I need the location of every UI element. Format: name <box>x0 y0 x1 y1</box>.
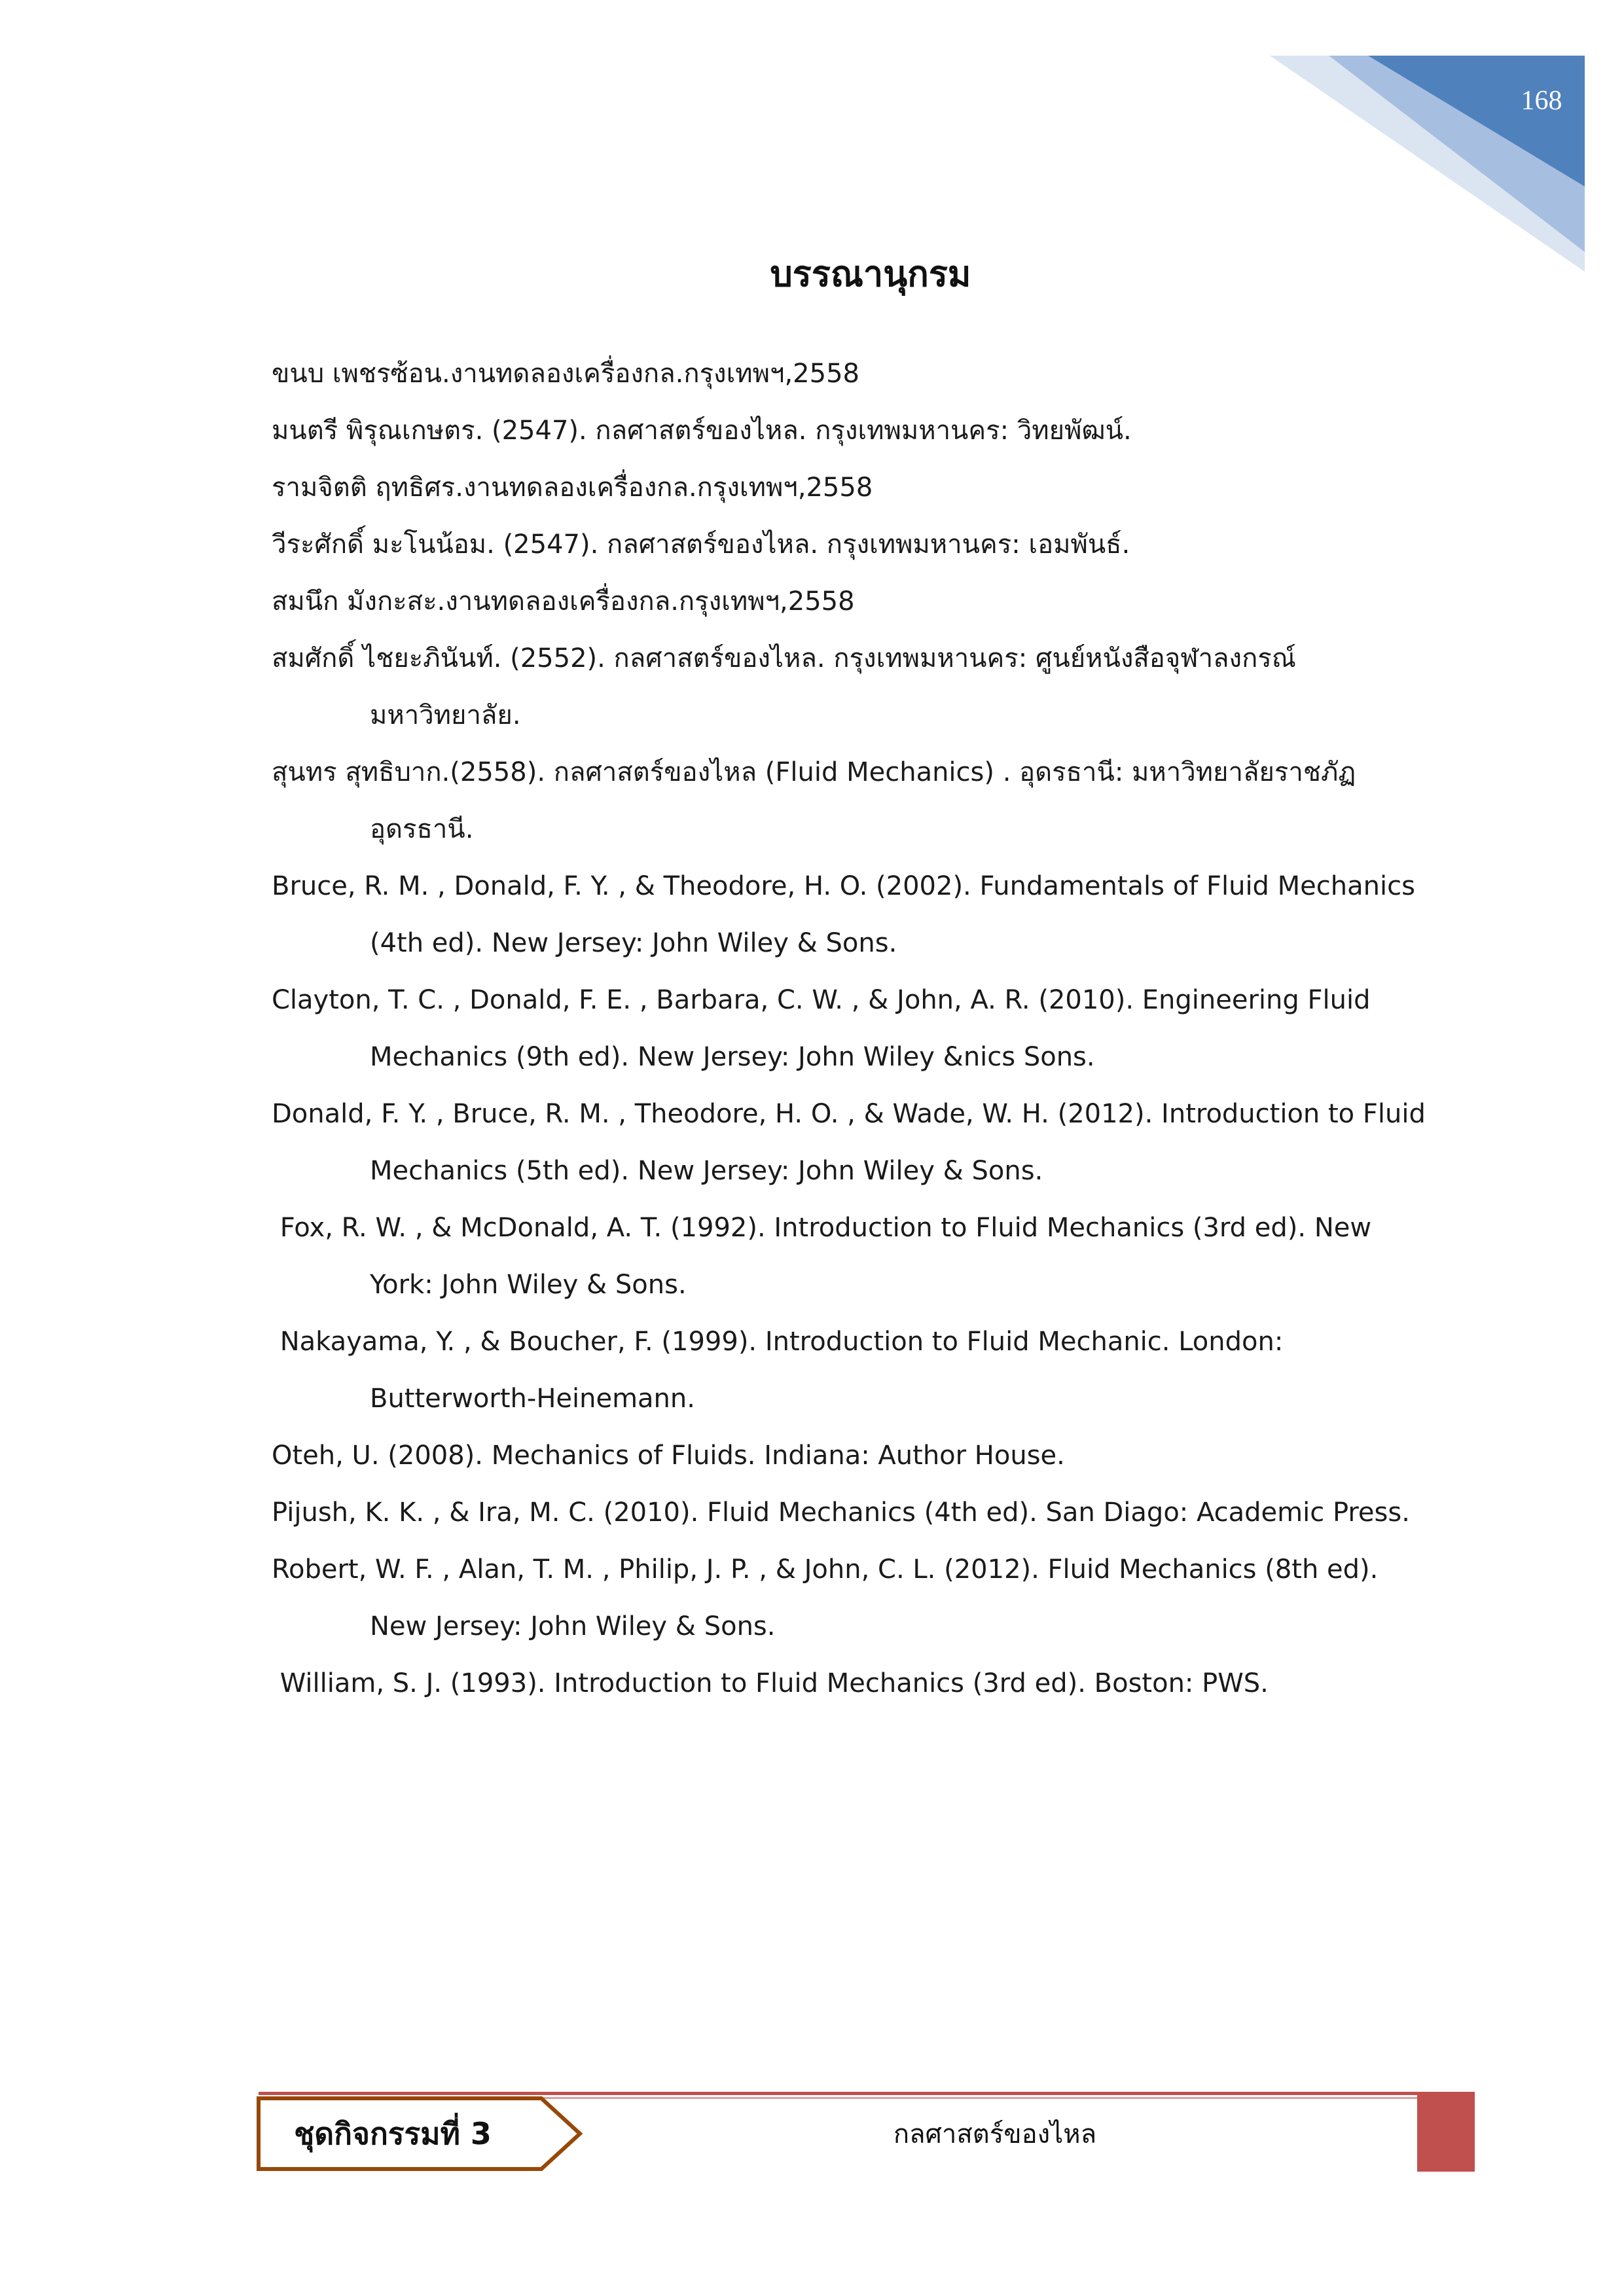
reference-item: มนตรี พิรุณเกษตร. (2547). กลศาสตร์ของไหล. กรุงเทพมหานคร: วิทยพัฒน์. <box>272 416 1132 446</box>
reference-item: William, S. J. (1993). Introduction to Fluid Mechanics (3rd ed). Boston: PWS. <box>272 1668 1269 1698</box>
reference-item: สุนทร สุทธิบาก.(2558). กลศาสตร์ของไหล (Fluid Mechanics) . อุดรธานี: มหาวิทยาลัยราชภัฏอุดรธานี. <box>272 757 1356 844</box>
reference-item: วีระศักดิ์ มะโนน้อม. (2547). กลศาสตร์ของไหล. กรุงเทพมหานคร: เอมพันธ์. <box>272 529 1130 560</box>
reference-item: Clayton, T. C. , Donald, F. E. , Barbara, C. W. , & John, A. R. (2010). Engineering Fluid Mechanics (9th ed). New Jersey: John Wiley &nics Sons. <box>272 985 1379 1072</box>
footer-subject: กลศาสตร์ของไหล <box>893 2119 1097 2149</box>
reference-item: Fox, R. W. , & McDonald, A. T. (1992). Introduction to Fluid Mechanics (3rd ed). New York: John Wiley & Sons. <box>272 1213 1380 1300</box>
footer-accent-block <box>1417 2092 1475 2172</box>
reference-item: Robert, W. F. , Alan, T. M. , Philip, J. P. , & John, C. L. (2012). Fluid Mechanics (8th ed). New Jersey: John Wiley & Sons. <box>272 1554 1387 1641</box>
reference-item: สมศักดิ์ ไชยะภินันท์. (2552). กลศาสตร์ของไหล. กรุงเทพมหานคร: ศูนย์หนังสือจุฬาลงกรณ์มหาวิทยาลัย. <box>272 643 1296 730</box>
reference-item: รามจิตติ ฤทธิศร.งานทดลองเครื่องกล.กรุงเทพฯ,2558 <box>272 473 873 503</box>
reference-item: ขนบ เพชรซ้อน.งานทดลองเครื่องกล.กรุงเทพฯ,2558 <box>272 359 859 389</box>
reference-item: สมนึก มังกะสะ.งานทดลองเครื่องกล.กรุงเทพฯ,2558 <box>272 586 855 617</box>
reference-list <box>272 346 1437 1712</box>
page-number: 168 <box>1521 86 1562 116</box>
reference-item: Pijush, K. K. , & Ira, M. C. (2010). Fluid Mechanics (4th ed). San Diago: Academic Press. <box>272 1498 1410 1528</box>
reference-item: Donald, F. Y. , Bruce, R. M. , Theodore, H. O. , & Wade, W. H. (2012). Introduction to Fluid Mechanics (5th ed). New Jersey: John Wiley & Sons. <box>272 1099 1434 1186</box>
page-title: บรรณานุกรม <box>770 253 971 295</box>
reference-item: Bruce, R. M. , Donald, F. Y. , & Theodore, H. O. (2002). Fundamentals of Fluid Mechanics (4th ed). New Jersey: John Wiley & Sons. <box>272 871 1424 958</box>
footer-activity-label: ชุดกิจกรรมที่ 3 <box>294 2116 492 2151</box>
reference-item: Oteh, U. (2008). Mechanics of Fluids. Indiana: Author House. <box>272 1441 1065 1471</box>
reference-item: Nakayama, Y. , & Boucher, F. (1999). Introduction to Fluid Mechanic. London: Butterworth-Heinemann. <box>272 1327 1292 1414</box>
